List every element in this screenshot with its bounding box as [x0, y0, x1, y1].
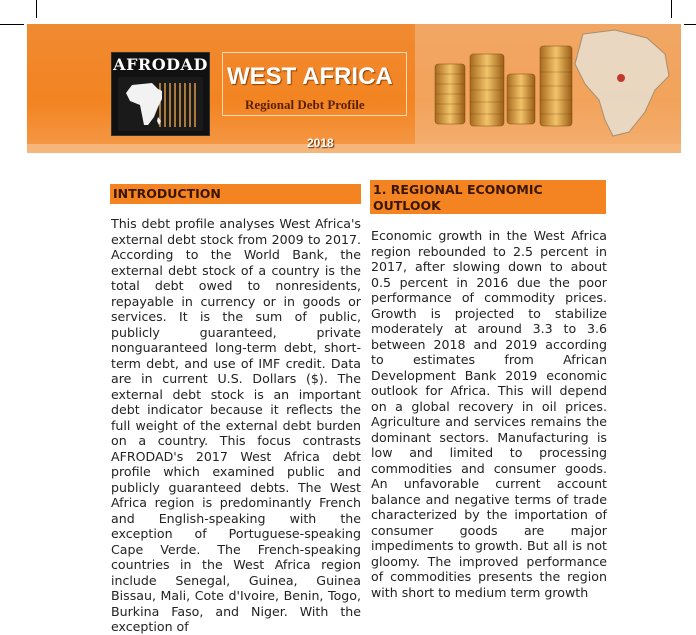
afrodad-logo [111, 52, 210, 136]
title-box [222, 52, 407, 116]
header-banner [27, 24, 681, 153]
outlook-heading: 1. REGIONAL ECONOMIC OUTLOOK [370, 180, 606, 214]
crop-mark [684, 24, 696, 25]
page-subtitle: Regional Debt Profile [245, 97, 365, 112]
crop-mark [36, 0, 37, 18]
banner-strip [27, 144, 681, 153]
outlook-body: Economic growth in the West Africa region rebounded to 2.5 percent in 2017, after slowing down to about 0.5 percent in 2016 due the poor performance of commodity prices. Growth is projected to stabilize moderately at around 3.3 to 3.6 between 2018 and 2019 according to estimates from African Development Bank 2019 economic outlook for Africa. This will depend on a global recovery in oil prices. Agriculture and services remains the dominant sectors. Manufacturing is low and limited to processing commodities and consumer goods. An unfavorable current account balance and negative terms of trade characterized by the importation of consumer goods are major impediments to growth. But all is not gloomy. The improved performance of commodities presents the region with short to medium term growth [371, 228, 607, 600]
coins-and-map-illustration [415, 24, 681, 144]
intro-heading: INTRODUCTION [110, 184, 361, 204]
intro-body: This debt profile analyses West Africa's external debt stock from 2009 to 2017. According to the World Bank, the external debt stock of a country is the total debt owed to nonresidents, repayable in currency or in goods or services. It is the sum of public, publicly guaranteed, private nonguaranteed long-term debt, short-term debt, and use of IMF credit. Data are in current U.S. Dollars ($). The external debt stock is an important debt indicator because it reflects the full weight of the external debt burden on a country. This focus contrasts AFRODAD's 2017 West Africa debt profile which examined public and publicly guaranteed debts. The West Africa region is predominantly French and English-speaking with the exception of Portuguese-speaking Cape Verde. The French-speaking countries in the West Africa region include Senegal, Guinea, Guinea Bissau, Mali, Cote d'Ivoire, Benin, Togo, Burkina Faso, and Niger. With the exception of [111, 216, 361, 634]
report-year: 2018 [307, 136, 334, 150]
logo-text: AFRODAD [113, 55, 208, 74]
africa-map-icon [118, 77, 203, 131]
crop-mark [0, 24, 24, 25]
page-title: WEST AFRICA [227, 63, 393, 90]
crop-mark [671, 0, 672, 18]
